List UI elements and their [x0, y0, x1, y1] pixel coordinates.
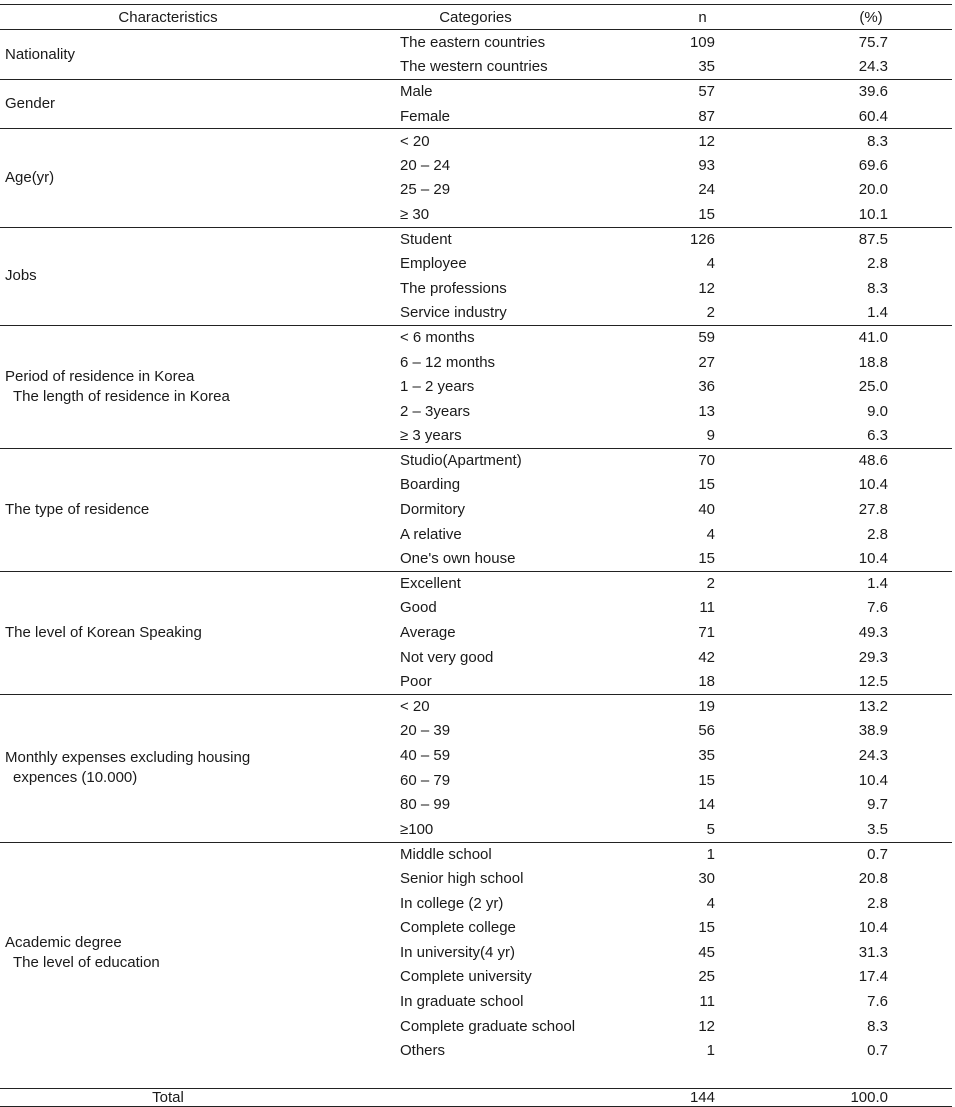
percent-cell: 8.3 [790, 128, 952, 153]
characteristic-cell [0, 325, 336, 448]
category-cell: 40 – 59 [400, 747, 451, 765]
count-cell: 42 [698, 648, 715, 666]
category-cell: 20 – 39 [400, 722, 451, 740]
count-cell: 126 [615, 227, 790, 252]
characteristic-label: Jobs [5, 267, 37, 285]
percent-cell: 10.4 [858, 476, 888, 494]
category-cell: In graduate school [400, 992, 524, 1010]
count-cell: 4 [706, 894, 715, 912]
category-cell: Female [400, 107, 451, 125]
demographics-table [0, 4, 952, 1107]
count-cell: 15 [698, 205, 715, 223]
category-cell: The eastern countries [400, 33, 546, 51]
count-cell: 71 [698, 624, 715, 642]
category-cell: ≥100 [400, 820, 434, 838]
count-cell: 56 [698, 722, 715, 740]
percent-cell: 7.6 [867, 992, 888, 1010]
count-cell: 59 [615, 325, 790, 350]
total-count: 144 [615, 1088, 790, 1106]
total-label: Total [0, 1088, 336, 1106]
header-characteristics: Characteristics [0, 5, 336, 30]
characteristic-cell [0, 571, 336, 694]
characteristic-sublabel: expences (10.000) [13, 769, 138, 787]
percent-cell: 13.2 [790, 694, 952, 719]
category-cell: In university(4 yr) [400, 943, 516, 961]
category-cell: Boarding [400, 476, 461, 494]
percent-cell: 3.5 [867, 820, 888, 838]
category-cell: One's own house [400, 550, 516, 568]
count-cell: 9 [706, 427, 715, 445]
percent-cell: 24.3 [858, 747, 888, 765]
characteristic-cell [0, 79, 336, 128]
category-cell: Complete college [400, 919, 516, 937]
percent-cell: 18.8 [858, 353, 888, 371]
category-cell: Student [336, 227, 615, 252]
category-cell: Average [400, 624, 456, 642]
count-cell: 24 [698, 181, 715, 199]
category-cell: Senior high school [400, 869, 524, 887]
category-cell: 20 – 24 [400, 156, 451, 174]
count-cell: 13 [698, 402, 715, 420]
characteristic-cell [0, 448, 336, 571]
total-percent: 100.0 [790, 1088, 952, 1106]
category-cell: The professions [400, 279, 507, 297]
characteristic-sublabel: The length of residence in Korea [13, 388, 230, 406]
percent-cell: 1.4 [790, 571, 952, 596]
count-cell: 15 [698, 476, 715, 494]
percent-cell: 8.3 [867, 1017, 888, 1035]
count-cell: 30 [698, 869, 715, 887]
category-cell: Complete graduate school [400, 1017, 576, 1035]
characteristic-label: The type of residence [5, 501, 150, 519]
category-cell: 2 – 3years [400, 402, 471, 420]
count-cell: 109 [689, 33, 715, 51]
category-cell: Male [336, 79, 615, 104]
count-cell: 12 [698, 1017, 715, 1035]
percent-cell: 0.7 [867, 1042, 888, 1060]
category-cell: 6 – 12 months [400, 353, 496, 371]
count-cell: 2 [615, 571, 790, 596]
percent-cell: 41.0 [790, 325, 952, 350]
characteristic-cell [0, 227, 336, 325]
characteristic-cell [0, 694, 336, 842]
category-cell: 60 – 79 [400, 771, 451, 789]
percent-cell: 0.7 [790, 842, 952, 867]
count-cell: 4 [706, 255, 715, 273]
category-cell: Poor [400, 673, 432, 691]
percent-cell: 48.6 [790, 448, 952, 473]
percent-cell: 69.6 [858, 156, 888, 174]
characteristic-label: Period of residence in Korea [5, 368, 195, 386]
count-cell: 15 [698, 771, 715, 789]
percent-cell: 12.5 [858, 673, 888, 691]
count-cell: 35 [698, 58, 715, 76]
characteristic-label: The level of Korean Speaking [5, 624, 202, 642]
characteristic-label: Academic degree [5, 933, 122, 951]
characteristic-label: Gender [5, 95, 56, 113]
count-cell: 36 [698, 378, 715, 396]
category-cell: ≥ 3 years [400, 427, 462, 445]
count-cell: 5 [706, 820, 715, 838]
total-category-cell [336, 1088, 615, 1106]
count-cell: 2 [706, 304, 715, 322]
header-n: n [615, 5, 790, 30]
count-cell: 11 [699, 599, 715, 617]
count-cell: 87 [698, 107, 715, 125]
category-cell: < 20 [336, 128, 615, 153]
percent-cell: 2.8 [867, 255, 888, 273]
category-cell: The western countries [400, 58, 548, 76]
percent-cell: 24.3 [858, 58, 888, 76]
count-cell: 93 [698, 156, 715, 174]
category-cell: Not very good [400, 648, 494, 666]
category-cell: Service industry [400, 304, 507, 322]
category-cell: < 20 [336, 694, 615, 719]
category-cell: A relative [400, 525, 462, 543]
percent-cell: 10.4 [858, 771, 888, 789]
count-cell: 40 [698, 501, 715, 519]
category-cell: 80 – 99 [400, 796, 451, 814]
characteristic-cell [0, 128, 336, 226]
count-cell: 25 [698, 968, 715, 986]
category-cell: Others [400, 1042, 446, 1060]
percent-cell: 7.6 [867, 599, 888, 617]
category-cell: < 6 months [336, 325, 615, 350]
percent-cell: 31.3 [858, 943, 888, 961]
percent-cell: 25.0 [858, 378, 888, 396]
characteristic-sublabel: The level of education [13, 953, 160, 971]
percent-cell: 2.8 [867, 894, 888, 912]
percent-cell: 9.7 [867, 796, 888, 814]
characteristic-label: Age(yr) [5, 169, 55, 187]
percent-cell: 20.8 [858, 869, 888, 887]
characteristic-cell [0, 30, 336, 79]
percent-cell: 9.0 [867, 402, 888, 420]
percent-cell: 8.3 [867, 279, 888, 297]
category-cell: ≥ 30 [400, 205, 430, 223]
category-cell: Employee [400, 255, 467, 273]
count-cell: 70 [615, 448, 790, 473]
category-cell: 1 – 2 years [400, 378, 475, 396]
category-cell: Complete university [400, 968, 532, 986]
category-cell: Studio(Apartment) [336, 448, 615, 473]
count-cell: 35 [698, 747, 715, 765]
percent-cell: 49.3 [858, 624, 888, 642]
percent-cell: 10.4 [858, 550, 888, 568]
count-cell: 14 [698, 796, 715, 814]
percent-cell: 10.1 [858, 205, 888, 223]
count-cell: 15 [698, 919, 715, 937]
count-cell: 15 [698, 550, 715, 568]
percent-cell: 87.5 [790, 227, 952, 252]
category-cell: 25 – 29 [400, 181, 451, 199]
category-cell: Excellent [336, 571, 615, 596]
percent-cell: 27.8 [858, 501, 888, 519]
count-cell: 19 [615, 694, 790, 719]
characteristic-label: Monthly expenses excluding housing [5, 749, 251, 767]
percent-cell: 17.4 [858, 968, 888, 986]
count-cell: 1 [706, 1042, 715, 1060]
percent-cell: 6.3 [867, 427, 888, 445]
characteristic-cell [0, 842, 336, 1063]
count-cell: 1 [615, 842, 790, 867]
percent-cell: 2.8 [867, 525, 888, 543]
count-cell: 4 [706, 525, 715, 543]
category-cell: Middle school [336, 842, 615, 867]
header-percent: (%) [790, 5, 952, 30]
category-cell: Dormitory [400, 501, 466, 519]
percent-cell: 38.9 [858, 722, 888, 740]
percent-cell: 10.4 [858, 919, 888, 937]
count-cell: 57 [615, 79, 790, 104]
header-categories: Categories [336, 5, 615, 30]
category-cell: In college (2 yr) [400, 894, 504, 912]
count-cell: 45 [698, 943, 715, 961]
characteristic-label: Nationality [5, 45, 76, 63]
percent-cell: 1.4 [867, 304, 888, 322]
count-cell: 11 [699, 992, 715, 1010]
percent-cell: 20.0 [858, 181, 888, 199]
count-cell: 12 [698, 279, 715, 297]
count-cell: 27 [698, 353, 715, 371]
percent-cell: 39.6 [790, 79, 952, 104]
percent-cell: 29.3 [858, 648, 888, 666]
percent-cell: 60.4 [858, 107, 888, 125]
percent-cell: 75.7 [858, 33, 888, 51]
count-cell: 18 [698, 673, 715, 691]
category-cell: Good [400, 599, 437, 617]
count-cell: 12 [615, 128, 790, 153]
